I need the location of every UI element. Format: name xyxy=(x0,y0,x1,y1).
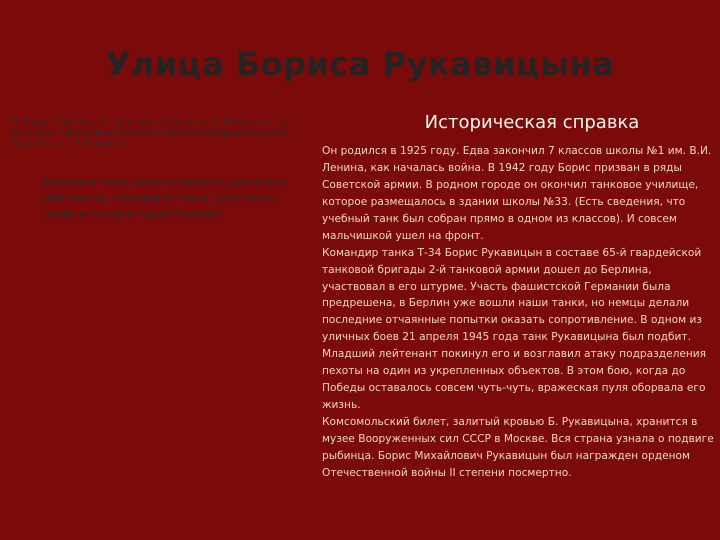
history-paragraph-2: Командир танка Т-34 Борис Рукавицын в составе 65-й гвардейской танковой бригады 2-й танковой армии дошел до Берлина, участвовал в его штурме. Участь фашистской Германии была предрешена, в Берлин уже вошли наши танки, но немцы делали последние отчаянные попытки оказать сопротивление. В одном из уличных боев 21 апреля 1945 года танк Рукавицына был подбит. Младший лейтенант покинул его и возглавил атаку подразделения пехоты на один из укрепленных объектов. В этом бою, когда до Победы оставалось совсем чуть-чуть, вражеская пуля оборвала его жизнь. xyxy=(322,246,707,412)
street-dedication-text: Названа в честь нашего земляка, младшего лейтенанта, командира танка, героически погибшего при штурме Берлина. xyxy=(40,177,287,221)
slide-title: Улица Бориса Рукавицына xyxy=(105,45,615,83)
history-body xyxy=(322,143,714,482)
history-paragraph-1: Он родился в 1925 году. Едва закончил 7 классов школы №1 им. В.И. Ленина, как началась война. В 1942 году Борис призван в ряды Советской армии. В родном городе он окончил танковое училище, которое размещалось в здании школы №33. (Есть сведения, что учебный танк был собран прямо в одном из классов). И совсем мальчишкой ушел на фронт. xyxy=(322,145,712,242)
street-caption: Ул. Бориса Рукавицына, Ярославл. Начинается от Слевская ул. до Вагоновая, переходящий проспект Сергея Сергеевича Маторина, проспект у ул. Набережная. xyxy=(10,117,291,148)
history-paragraph-3: Комсомольский билет, залитый кровью Б. Рукавицына, хранится в музее Вооруженных сил СССР в Москве. Вся страна узнала о подвиге рыбинца. Борис Михайлович Рукавицын был награжден орденом Отечественной войны II степени посмертно. xyxy=(322,416,714,479)
history-heading: Историческая справка xyxy=(424,112,640,133)
